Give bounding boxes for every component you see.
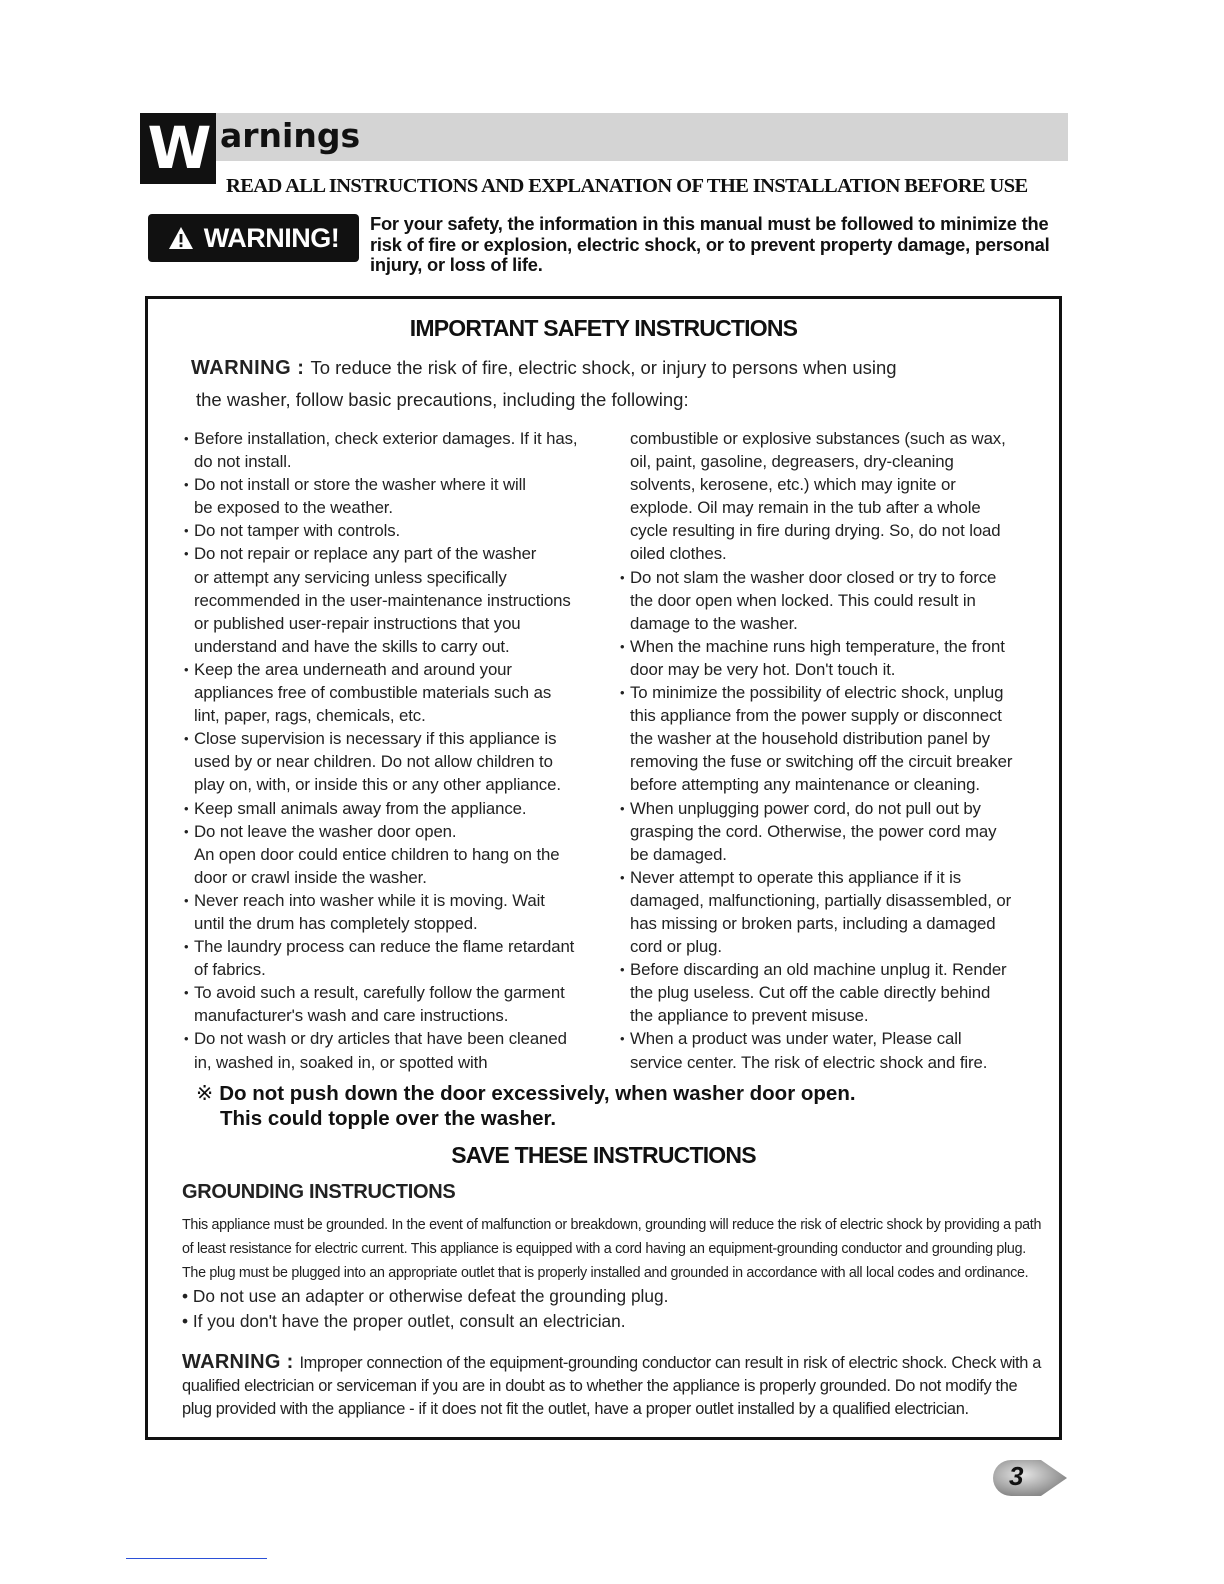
warning-line-2: the washer, follow basic precautions, including the following: xyxy=(196,389,689,410)
grounding-text: This appliance must be grounded. In the event of malfunction or breakdown, grounding will reduce the risk of electric shock by providing a path of least resistance for electric current. This appliance is equipped with a cord having an equipment-grounding conductor and grounding plug. The plug must be plugged into an appropriate outlet that is properly installed and grounded in accordance with all local codes and ordinance. xyxy=(182,1217,1042,1281)
left-column xyxy=(184,427,614,1074)
bullet-continuation: combustible or explosive substances (such as wax, xyxy=(630,429,1006,448)
bullet-item: • Keep small animals away from the appliance. xyxy=(184,797,614,820)
bullet-continuation: lint, paper, rags, chemicals, etc. xyxy=(194,706,426,726)
grounding-bullet: • If you don't have the proper outlet, consult an electrician. xyxy=(182,1310,626,1331)
header-title: arnings xyxy=(220,116,361,155)
bullet-continuation: the appliance to prevent misuse. xyxy=(630,1006,869,1026)
bullet-continuation: or published user-repair instructions that you xyxy=(194,613,521,633)
final-warning-colon: : xyxy=(280,1351,300,1373)
bullet-item: • Do not repair or replace any part of the washer xyxy=(184,542,614,565)
link-underline xyxy=(126,1558,267,1559)
bullet-item: • Keep the area underneath and around your xyxy=(184,658,614,681)
note-line-1: Do not push down the door excessively, when washer door open. xyxy=(219,1082,856,1105)
grounding-heading: GROUNDING INSTRUCTIONS xyxy=(182,1181,456,1203)
warning-text-1: To reduce the risk of fire, electric shock, or injury to persons when using xyxy=(310,357,897,378)
page-number: 3 xyxy=(1009,1461,1024,1491)
bullet-continuation: explode. Oil may remain in the tub after a whole xyxy=(630,498,981,518)
bullet-continuation: of fabrics. xyxy=(194,960,266,980)
warning-colon: : xyxy=(291,357,311,379)
box-title: IMPORTANT SAFETY INSTRUCTIONS xyxy=(409,315,798,341)
bullet-item: • When the machine runs high temperature, the front xyxy=(620,635,1050,658)
bullet-continuation: be damaged. xyxy=(630,844,727,864)
page-number-badge xyxy=(985,1458,1069,1498)
bullet-item: • Do not install or store the washer where it will xyxy=(184,473,614,496)
bullet-continuation: until the drum has completely stopped. xyxy=(194,913,478,933)
bullet-continuation: this appliance from the power supply or disconnect xyxy=(630,706,1002,726)
bullet-continuation: before attempting any maintenance or cleaning. xyxy=(630,775,980,795)
bullet-continuation: play on, with, or inside this or any other appliance. xyxy=(194,775,561,795)
warning-label: WARNING xyxy=(191,357,292,379)
note-line-2: This could topple over the washer. xyxy=(220,1107,557,1130)
bullet-item: • Before discarding an old machine unplug it. Render xyxy=(620,958,1050,981)
bullet-item: • When a product was under water, Please call xyxy=(620,1027,1050,1050)
bullet-continuation: recommended in the user-maintenance instructions xyxy=(194,590,571,610)
bullet-continuation: the plug useless. Cut off the cable directly behind xyxy=(630,983,991,1003)
final-warning-label: WARNING xyxy=(182,1351,281,1373)
bullet-continuation: in, washed in, soaked in, or spotted with xyxy=(194,1052,488,1072)
bullet-continuation: grasping the cord. Otherwise, the power cord may xyxy=(630,821,997,841)
final-warning-text: Improper connection of the equipment-grounding conductor can result in risk of electric shock. Check with a qualified electrician or serviceman if you are in doubt as to whether the appliance is properly grounded. Do not modify the plug provided with the appliance - if it does not fit the outlet, have a proper outlet installed by a qualified electrician. xyxy=(182,1354,1041,1418)
bullet-continuation: understand and have the skills to carry out. xyxy=(194,636,510,656)
bullet-item: • To minimize the possibility of electric shock, unplug xyxy=(620,681,1050,704)
bullet-continuation: the door open when locked. This could result in xyxy=(630,590,976,610)
bullet-continuation: has missing or broken parts, including a damaged xyxy=(630,913,996,933)
bullet-item: • Do not slam the washer door closed or try to force xyxy=(620,566,1050,589)
safety-instructions-box xyxy=(145,296,1062,1440)
bullet-continuation: cord or plug. xyxy=(630,937,722,957)
bullet-continuation: the washer at the household distribution panel by xyxy=(630,729,990,749)
note-symbol: ※ xyxy=(196,1082,214,1105)
bullet-item: • To avoid such a result, carefully follow the garment xyxy=(184,981,614,1004)
bullet-item: • Before installation, check exterior damages. If it has, xyxy=(184,427,614,450)
right-column xyxy=(620,427,1050,1074)
bullet-continuation: cycle resulting in fire during drying. So, do not load xyxy=(630,521,1001,541)
bullet-item: • The laundry process can reduce the flame retardant xyxy=(184,935,614,958)
bullet-continuation: door or crawl inside the washer. xyxy=(194,867,427,887)
bullet-item: • Never reach into washer while it is moving. Wait xyxy=(184,889,614,912)
bullet-continuation: do not install. xyxy=(194,452,292,472)
intro-text: For your safety, the information in this manual must be followed to minimize the risk of fire or explosion, electric shock, or to prevent property damage, personal injury, or loss of life. xyxy=(370,213,1050,275)
door-note xyxy=(196,1081,856,1131)
bullet-item: • Close supervision is necessary if this appliance is xyxy=(184,727,614,750)
bullet-continuation: An open door could entice children to hang on the xyxy=(194,844,560,864)
bullet-continuation: or attempt any servicing unless specifically xyxy=(194,567,507,587)
bullet-continuation: damage to the washer. xyxy=(630,613,798,633)
warning-line-1 xyxy=(191,357,897,380)
bullet-continuation: appliances free of combustible materials such as xyxy=(194,683,552,703)
save-instructions-title: SAVE THESE INSTRUCTIONS xyxy=(451,1142,756,1168)
bullet-item: • Do not leave the washer door open. xyxy=(184,820,614,843)
bullet-continuation: be exposed to the weather. xyxy=(194,498,393,518)
bullet-continuation: service center. The risk of electric shock and fire. xyxy=(630,1052,988,1072)
grounding-bullets xyxy=(182,1284,668,1333)
warning-badge xyxy=(148,214,359,262)
warning-triangle-icon xyxy=(168,226,194,250)
header-subtitle: READ ALL INSTRUCTIONS AND EXPLANATION OF THE INSTALLATION BEFORE USE xyxy=(226,175,1028,197)
bullet-item: • Do not tamper with controls. xyxy=(184,519,614,542)
bullet-continuation: oil, paint, gasoline, degreasers, dry-cleaning xyxy=(630,452,954,472)
bullet-continuation: removing the fuse or switching off the circuit breaker xyxy=(630,752,1013,772)
bullet-continuation: solvents, kerosene, etc.) which may ignite or xyxy=(630,475,956,495)
bullet-continuation: door may be very hot. Don't touch it. xyxy=(630,659,896,679)
bullet-continuation: oiled clothes. xyxy=(630,544,727,564)
header-w-block: W xyxy=(140,113,216,184)
bullet-continuation: manufacturer's wash and care instructions. xyxy=(194,1006,509,1026)
warning-badge-label: WARNING! xyxy=(203,222,340,253)
bullet-continuation: used by or near children. Do not allow children to xyxy=(194,752,553,772)
grounding-bullet: • Do not use an adapter or otherwise defeat the grounding plug. xyxy=(182,1286,669,1306)
bullet-continuation: damaged, malfunctioning, partially disassembled, or xyxy=(630,890,1012,910)
final-warning xyxy=(182,1351,1048,1421)
bullet-item: • When unplugging power cord, do not pull out by xyxy=(620,797,1050,820)
bullet-item: • Do not wash or dry articles that have been cleaned xyxy=(184,1027,614,1050)
bullet-item: • Never attempt to operate this appliance if it is xyxy=(620,866,1050,889)
page-number-shape xyxy=(985,1458,1069,1498)
